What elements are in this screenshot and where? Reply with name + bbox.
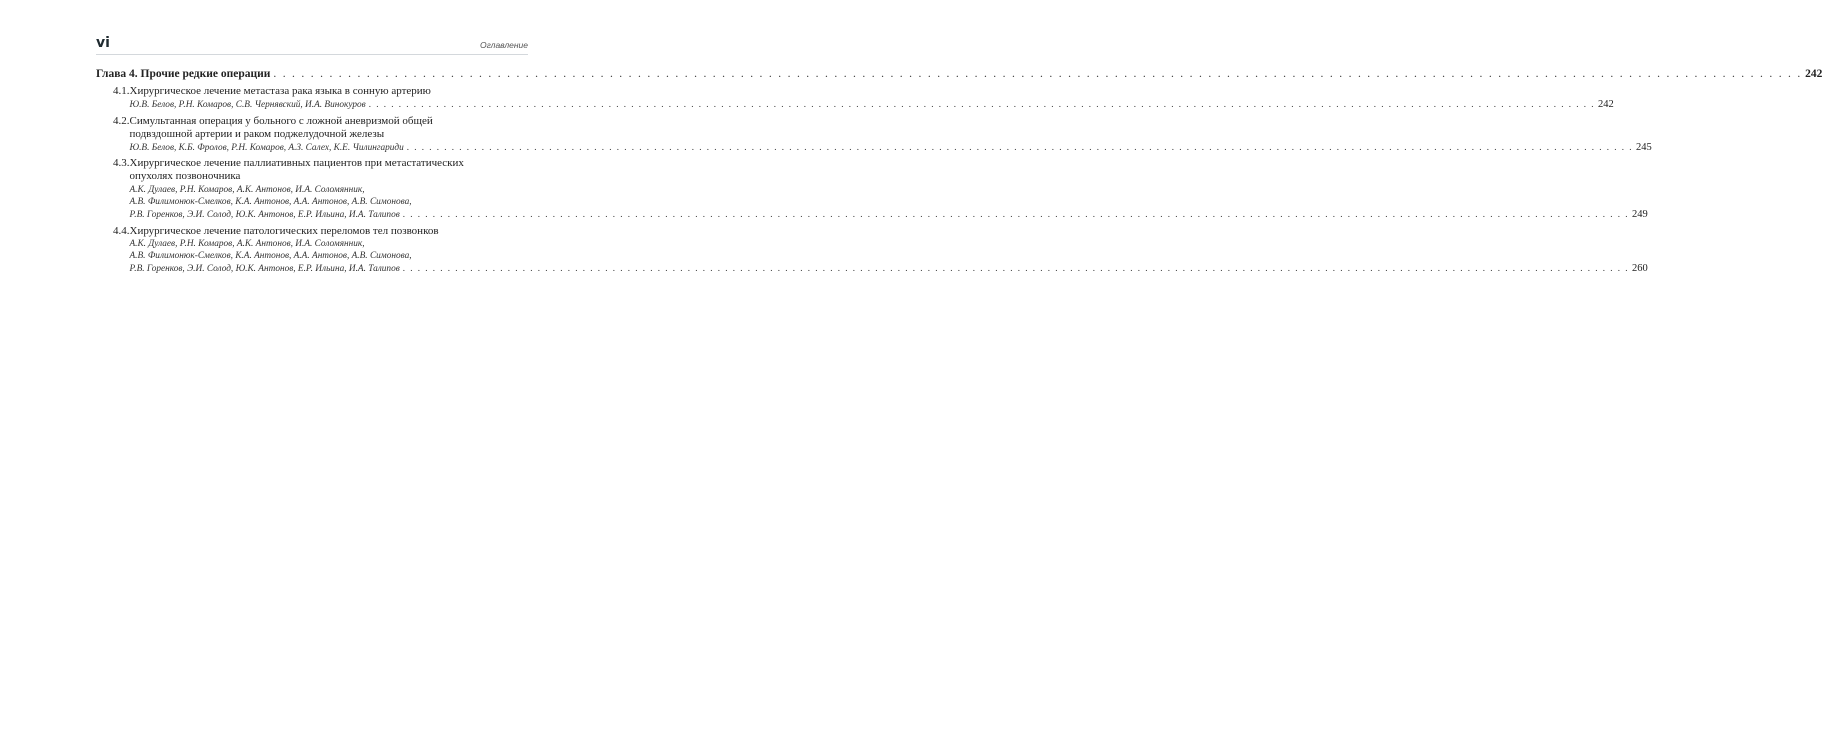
entry-title-line: опухолях позвоночника	[129, 170, 241, 183]
dot-leader	[407, 141, 1633, 153]
entry-number: 4.4.	[113, 224, 130, 237]
chapter-page-number: 242	[1805, 68, 1822, 80]
dot-leader	[403, 262, 1629, 274]
chapter-title: Глава 4. Прочие редкие операции	[96, 68, 271, 80]
entry-title-line: Хирургическое лечение метастаза рака языка в сонную артерию	[129, 85, 431, 97]
entry-body	[130, 225, 1648, 276]
entry-authors-line	[130, 208, 1648, 221]
entry-authors-line: А.В. Филимонюк-Смелков, К.А. Антонов, А.А. Антонов, А.В. Симонова,	[129, 196, 412, 207]
toc-entry[interactable]	[96, 85, 1614, 112]
entry-title-line: Хирургическое лечение паллиативных пациентов при метастатических	[129, 157, 464, 170]
toc-chapter[interactable]	[96, 67, 1822, 82]
running-title: Оглавление	[479, 40, 528, 50]
page-number: vi	[96, 35, 110, 51]
entry-number: 4.3.	[113, 157, 130, 170]
page-header	[96, 34, 528, 55]
entry-authors-line: А.К. Дулаев, Р.Н. Комаров, А.К. Антонов, И.А. Соломянник,	[129, 238, 365, 249]
dot-leader	[273, 67, 1802, 82]
entry-page-number: 249	[1632, 209, 1648, 221]
toc-entries	[96, 85, 1652, 276]
entry-authors-line: А.К. Дулаев, Р.Н. Комаров, А.К. Антонов, И.А. Соломянник,	[129, 184, 365, 195]
entry-page-number: 242	[1597, 99, 1614, 111]
toc-entry[interactable]	[96, 157, 1648, 221]
entry-authors-line	[130, 262, 1648, 275]
entry-body	[130, 115, 1652, 155]
dot-leader	[369, 98, 1595, 110]
entry-number: 4.1.	[113, 85, 130, 97]
entry-title-line: Хирургическое лечение патологических переломов тел позвонков	[129, 224, 439, 237]
entry-number: 4.2.	[113, 114, 130, 127]
entry-authors-line: А.В. Филимонюк-Смелков, К.А. Антонов, А.А. Антонов, А.В. Симонова,	[129, 251, 412, 261]
entry-page-number: 260	[1632, 263, 1648, 275]
entry-body	[130, 85, 1614, 112]
entry-authors-text: Ю.В. Белов, Р.Н. Комаров, С.В. Чернявский, И.А. Винокуров	[129, 100, 366, 111]
entry-authors-text: Р.В. Горенков, Э.И. Солод, Ю.К. Антонов, Е.Р. Ильина, И.А. Талипов	[129, 264, 400, 275]
entry-title-line: Симультанная операция у больного с ложной аневризмой общей	[129, 114, 433, 127]
table-of-contents	[96, 67, 1822, 276]
document-page	[96, 34, 1822, 276]
entry-body	[130, 157, 1648, 221]
entry-authors-text: Р.В. Горенков, Э.И. Солод, Ю.К. Антонов, Е.Р. Ильина, И.А. Талипов	[129, 210, 400, 221]
toc-entry[interactable]	[96, 224, 1648, 276]
toc-entry[interactable]	[96, 114, 1652, 155]
entry-page-number: 245	[1636, 141, 1652, 153]
entry-authors-line	[130, 141, 1652, 154]
entry-authors-text: Ю.В. Белов, К.Б. Фролов, Р.Н. Комаров, А.З. Салех, К.Е. Чилингариди	[129, 142, 404, 153]
dot-leader	[403, 208, 1629, 220]
entry-authors-line	[130, 98, 1614, 111]
entry-title-line: подвздошной артерии и раком поджелудочной железы	[129, 127, 385, 140]
